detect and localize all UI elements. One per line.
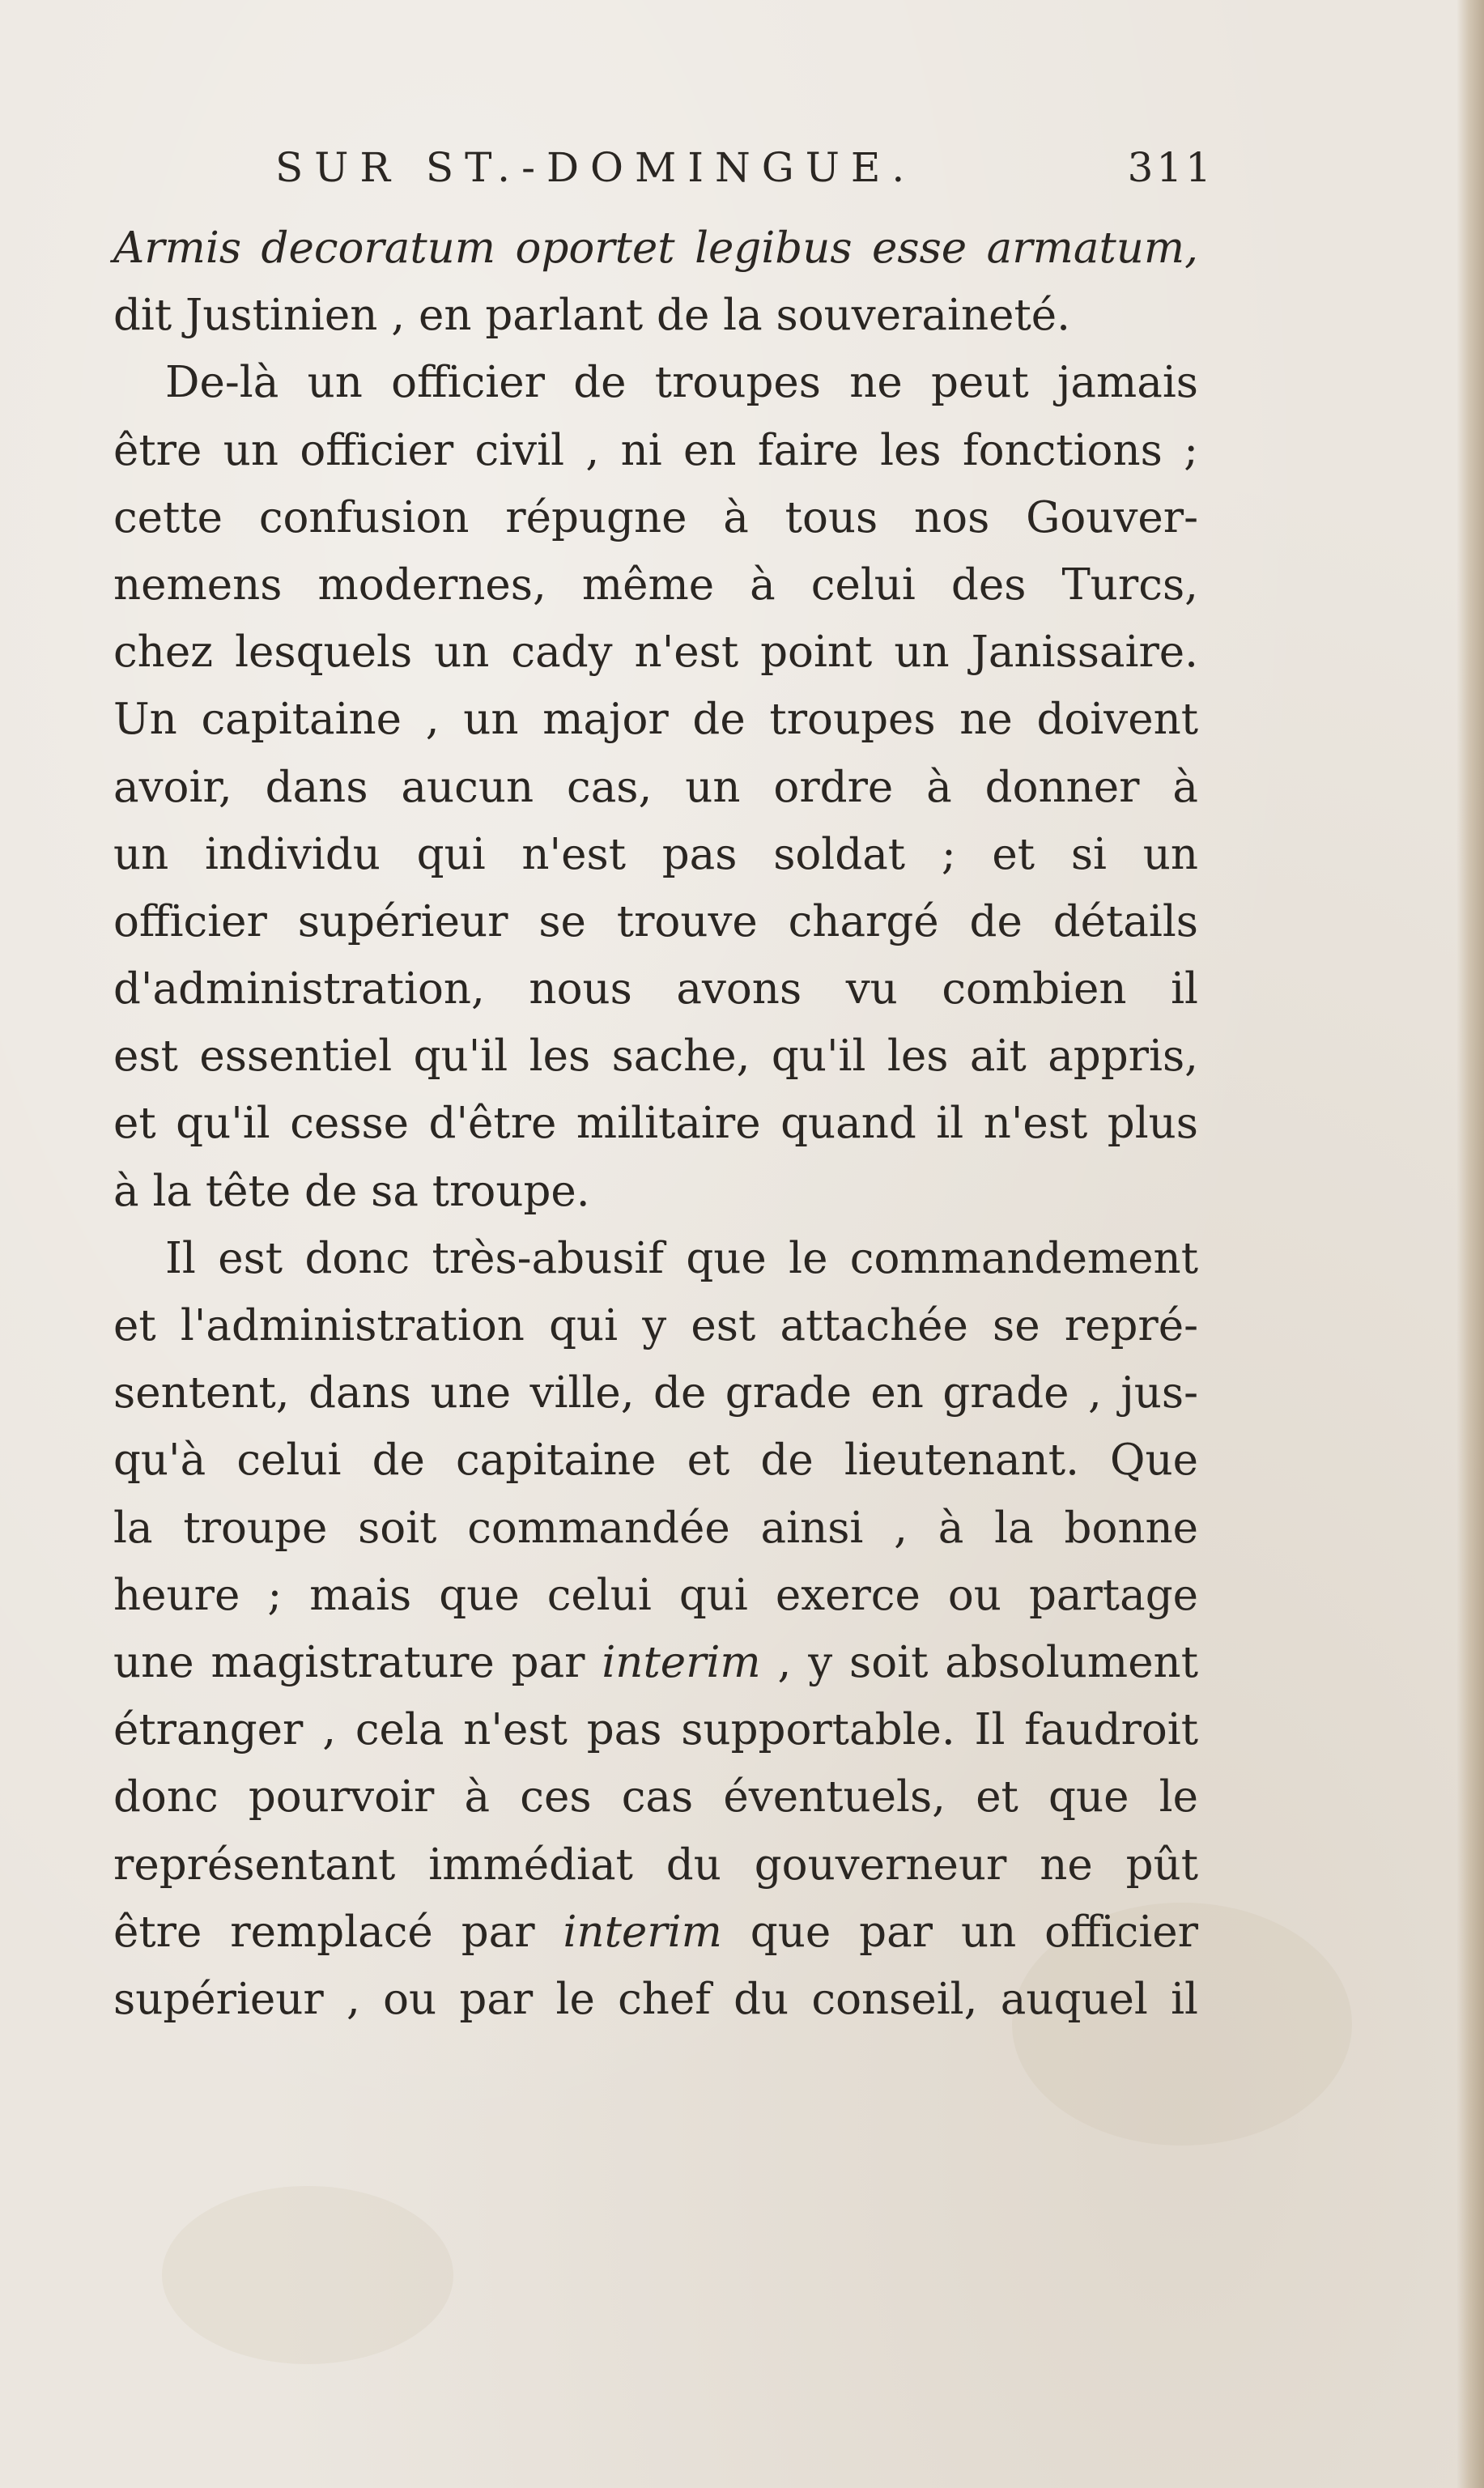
page-edge	[1456, 0, 1484, 2488]
text-line	[113, 888, 1198, 955]
text-segment: chez lesquels un cady n'est point un Janissaire.	[113, 627, 1198, 678]
text-segment: sentent, dans une ville, de grade en grade , jus-	[113, 1368, 1198, 1418]
text-segment: et l'administration qui y est attachée se repré-	[113, 1301, 1198, 1350]
text-segment: supérieur , ou par le chef du conseil, auquel il	[113, 1974, 1198, 2024]
text-segment: officier supérieur se trouve chargé de détails	[113, 896, 1198, 946]
page-number: 311	[1127, 144, 1214, 191]
text-segment: représentant immédiat du gouverneur ne pût	[113, 1839, 1198, 1890]
paragraph	[113, 1225, 1198, 2033]
text-line	[113, 1899, 1198, 1966]
text-segment: De-là un officier de troupes ne peut jamais	[165, 358, 1198, 408]
italic-text: Armis decoratum oportet legibus esse armatum,	[113, 223, 1198, 273]
text-line	[113, 215, 1198, 282]
text-line	[113, 484, 1198, 551]
text-line	[113, 821, 1198, 888]
text-line	[113, 551, 1198, 619]
text-segment: étranger , cela n'est pas supportable. Il faudroit	[113, 1705, 1198, 1755]
text-segment: dit Justinien , en parlant de la souveraineté.	[113, 291, 1070, 341]
paragraph	[113, 215, 1198, 349]
italic-text: interim	[563, 1907, 722, 1957]
text-segment: , y soit absolument	[760, 1637, 1198, 1687]
text-segment: nemens modernes, même à celui des Turcs,	[113, 559, 1198, 610]
text-segment: à la tête de sa troupe.	[113, 1166, 590, 1216]
text-segment: cette confusion répugne à tous nos Gouver-	[113, 492, 1198, 542]
text-segment: avoir, dans aucun cas, un ordre à donner à	[113, 762, 1198, 812]
page-header	[275, 144, 1214, 209]
text-line	[113, 686, 1198, 753]
text-segment: heure ; mais que celui qui exerce ou partage	[113, 1570, 1198, 1620]
text-segment: d'administration, nous avons vu combien il	[113, 964, 1198, 1014]
text-segment: qu'à celui de capitaine et de lieutenant. Que	[113, 1435, 1198, 1486]
text-line	[113, 1831, 1198, 1899]
text-line	[113, 1023, 1198, 1090]
text-line	[113, 1427, 1198, 1494]
text-line	[113, 1225, 1198, 1292]
text-line	[113, 1090, 1198, 1157]
text-segment: Un capitaine , un major de troupes ne doivent	[113, 695, 1198, 745]
text-line	[113, 754, 1198, 821]
text-line	[113, 1629, 1198, 1696]
text-segment: que par un officier	[721, 1907, 1198, 1957]
text-line	[113, 282, 1198, 349]
text-line	[113, 1763, 1198, 1831]
body-text	[113, 215, 1198, 2033]
text-line	[113, 1359, 1198, 1427]
text-line	[113, 1562, 1198, 1629]
text-segment: un individu qui n'est pas soldat ; et si un	[113, 829, 1198, 879]
text-line	[113, 1495, 1198, 1562]
text-line	[113, 619, 1198, 686]
text-segment: la troupe soit commandée ainsi , à la bonne	[113, 1503, 1198, 1553]
paragraph	[113, 349, 1198, 1224]
italic-text: interim	[602, 1637, 761, 1687]
paper-stain	[162, 2186, 453, 2364]
text-segment: être un officier civil , ni en faire les fonctions ;	[113, 425, 1198, 475]
text-line	[113, 1292, 1198, 1359]
running-head: SUR ST.-DOMINGUE.	[275, 144, 916, 191]
text-line	[113, 1158, 1198, 1225]
text-segment: une magistrature par	[113, 1637, 602, 1687]
text-segment: Il est donc très-abusif que le commandement	[165, 1233, 1198, 1283]
text-segment: et qu'il cesse d'être militaire quand il n'est plus	[113, 1099, 1198, 1149]
text-segment: est essentiel qu'il les sache, qu'il les ait appris,	[113, 1031, 1198, 1082]
text-segment: donc pourvoir à ces cas éventuels, et que le	[113, 1772, 1198, 1822]
text-line	[113, 417, 1198, 484]
text-segment: être remplacé par	[113, 1907, 563, 1957]
text-line	[113, 349, 1198, 416]
text-line	[113, 1966, 1198, 2033]
text-line	[113, 1696, 1198, 1763]
text-line	[113, 955, 1198, 1023]
